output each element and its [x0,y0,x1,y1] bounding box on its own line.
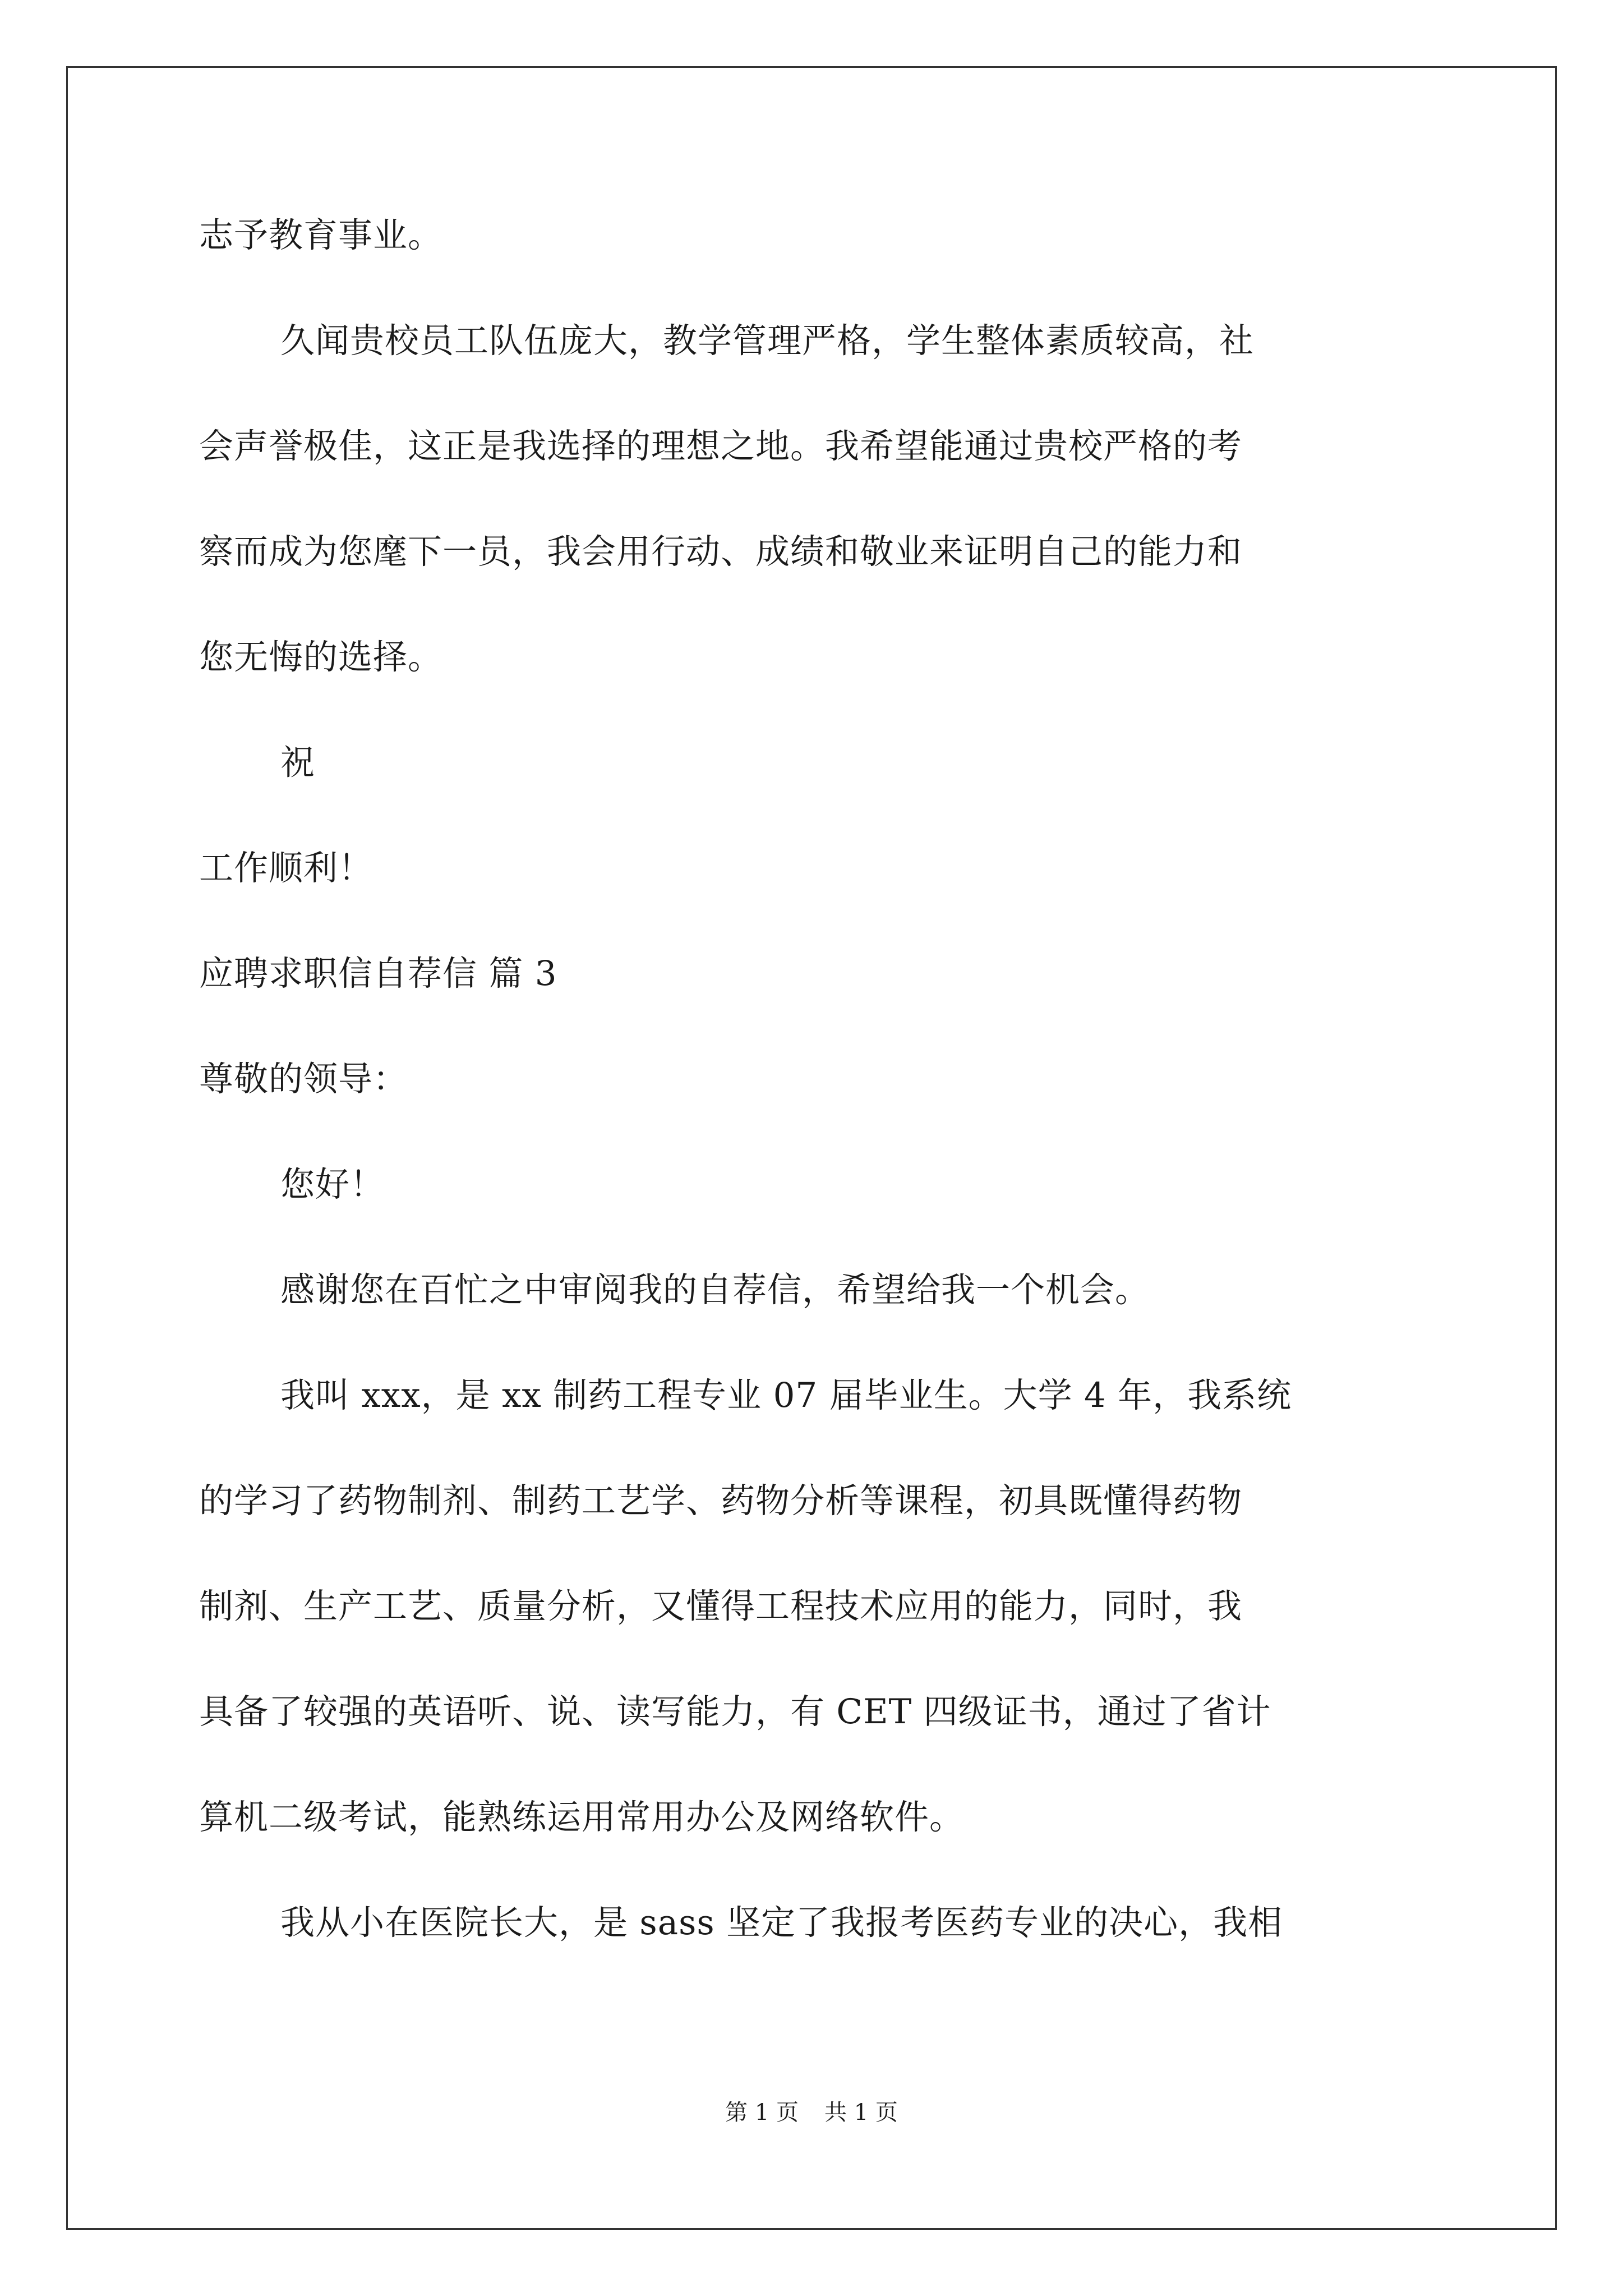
section-heading: 应聘求职信自荐信 篇 3 [199,954,557,993]
paragraph-line: 会声誉极佳，这正是我选择的理想之地。我希望能通过贵校严格的考 [199,426,1243,466]
paragraph-line: 久闻贵校员工队伍庞大，教学管理严格，学生整体素质较高，社 [280,321,1255,361]
paragraph-line: 您无悔的选择。 [199,637,443,677]
paragraph-line: 我叫 xxx，是 xx 制药工程专业 07 届毕业生。大学 4 年，我系统 [280,1375,1292,1415]
paragraph-line: 制剂、生产工艺、质量分析，又懂得工程技术应用的能力，同时，我 [199,1586,1243,1626]
paragraph-line: 具备了较强的英语听、说、读写能力，有 CET 四级证书，通过了省计 [199,1692,1271,1732]
paragraph-line: 算机二级考试，能熟练运用常用办公及网络软件。 [199,1797,965,1837]
page-footer [0,2096,1623,2129]
greeting-line: 尊敬的领导： [199,1059,408,1099]
paragraph-line: 我从小在医院长大，是 sass 坚定了我报考医药专业的决心，我相 [280,1903,1283,1943]
paragraph-line: 察而成为您麾下一员，我会用行动、成绩和敬业来证明自己的能力和 [199,532,1243,572]
closing-wish: 工作顺利！ [199,848,374,888]
paragraph-line: 感谢您在百忙之中审阅我的自荐信，希望给我一个机会。 [280,1270,1150,1310]
paragraph-line: 志予教育事业。 [199,215,443,255]
paragraph-line: 的学习了药物制剂、制药工艺学、药物分析等课程，初具既懂得药物 [199,1481,1243,1521]
greeting-hello: 您好！ [280,1165,385,1204]
page-number: 第 1 页 [725,2100,799,2125]
closing-salutation: 祝 [280,743,316,783]
total-pages: 共 1 页 [824,2100,898,2125]
